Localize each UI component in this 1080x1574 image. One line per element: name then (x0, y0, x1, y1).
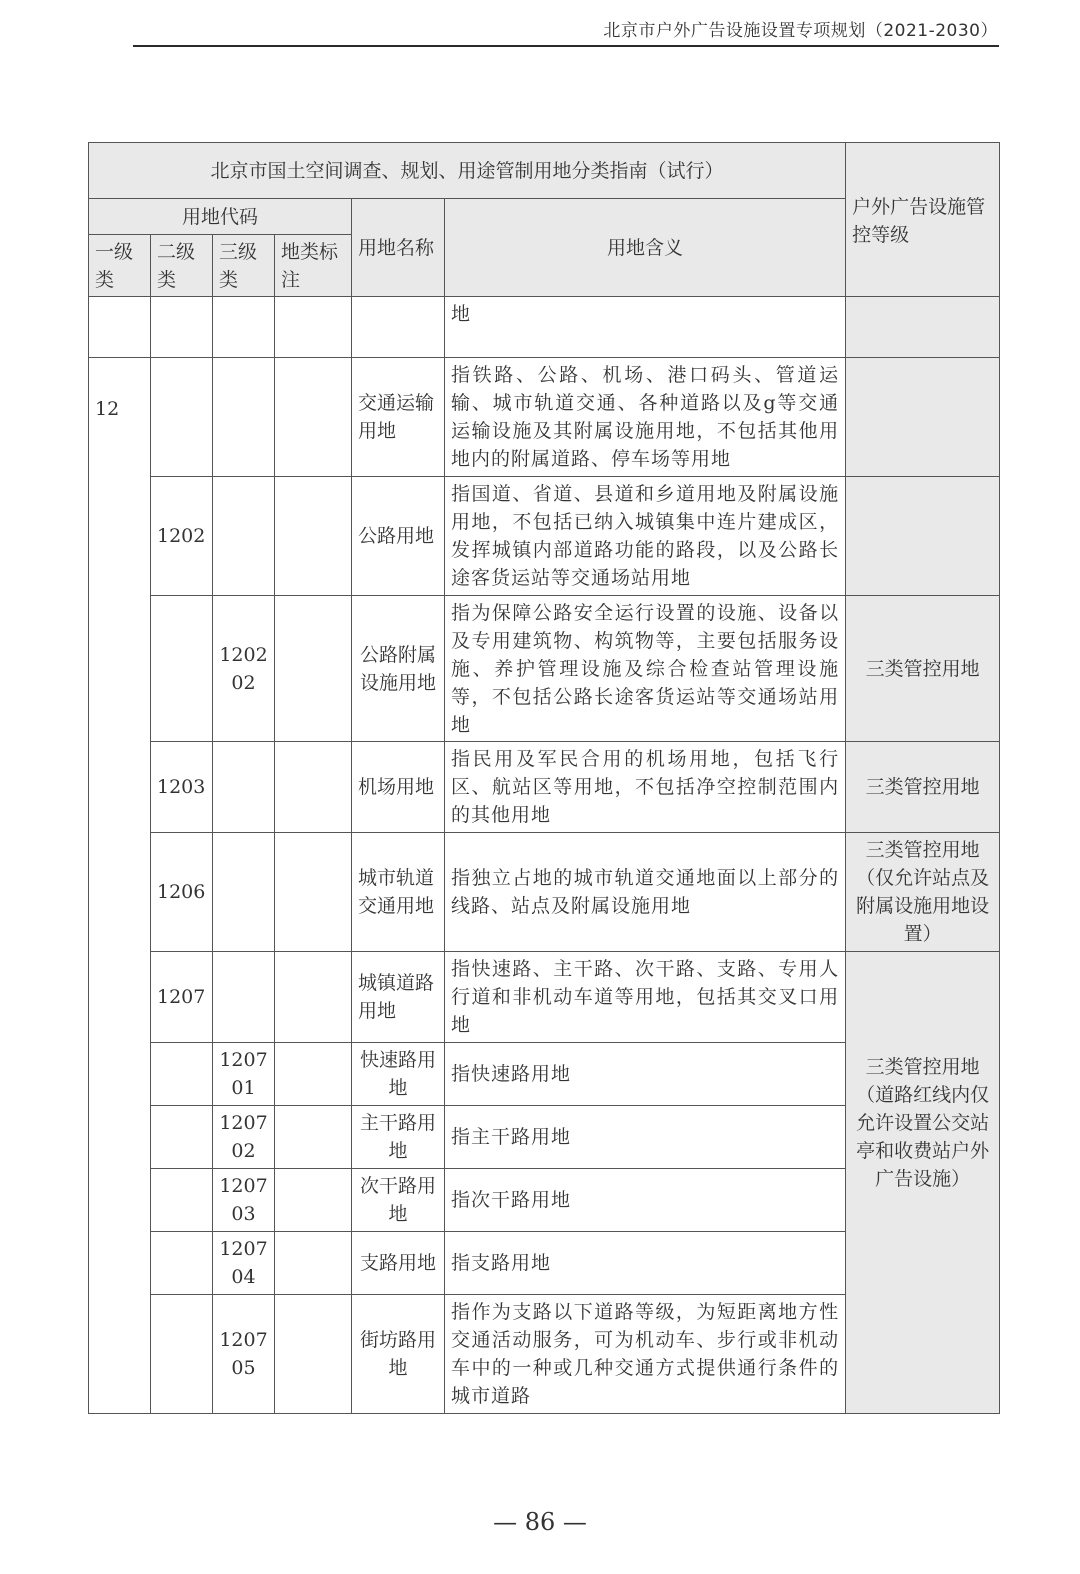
header-land-name: 用地名称 (352, 199, 445, 297)
level3-code (213, 742, 275, 833)
level2-code (151, 1295, 213, 1414)
header-land-meaning: 用地含义 (445, 199, 846, 297)
carry-over-row (89, 297, 1000, 358)
land-note (275, 596, 352, 742)
land-name: 主干路用地 (352, 1106, 445, 1169)
land-name: 公路用地 (352, 477, 445, 596)
land-note (275, 742, 352, 833)
level3-code: 120202 (213, 596, 275, 742)
control-level (846, 477, 1000, 596)
level3-code: 120702 (213, 1106, 275, 1169)
table-row (89, 358, 1000, 477)
page-number: — 86 — (493, 1508, 587, 1536)
land-meaning: 指次干路用地 (445, 1169, 846, 1232)
land-meaning: 指支路用地 (445, 1232, 846, 1295)
level3-code (213, 833, 275, 952)
running-header: 北京市户外广告设施设置专项规划（2021-2030） (603, 21, 998, 41)
level2-code (151, 1043, 213, 1106)
land-note (275, 358, 352, 477)
level3-code: 120701 (213, 1043, 275, 1106)
level2-code (151, 358, 213, 477)
level2-code (151, 1106, 213, 1169)
level2-code (151, 1169, 213, 1232)
header-level1: 一级类 (89, 235, 151, 297)
land-name: 街坊路用地 (352, 1295, 445, 1414)
header-control-level: 户外广告设施管控等级 (846, 143, 1000, 297)
land-note (275, 1106, 352, 1169)
carry-over-meaning: 地 (445, 297, 846, 358)
level2-code: 1207 (151, 952, 213, 1043)
table-title: 北京市国土空间调查、规划、用途管制用地分类指南（试行） (89, 143, 846, 199)
table-title-row (89, 143, 1000, 199)
land-name: 公路附属设施用地 (352, 596, 445, 742)
land-meaning: 指独立占地的城市轨道交通地面以上部分的线路、站点及附属设施用地 (445, 833, 846, 952)
land-note (275, 1169, 352, 1232)
level3-code: 120703 (213, 1169, 275, 1232)
control-level: 三类管控用地（道路红线内仅允许设置公交站亭和收费站户外广告设施） (846, 952, 1000, 1414)
land-name: 机场用地 (352, 742, 445, 833)
level1-code: 12 (89, 358, 151, 1414)
land-name: 次干路用地 (352, 1169, 445, 1232)
level3-code (213, 358, 275, 477)
land-meaning: 指民用及军民合用的机场用地，包括飞行区、航站区等用地，不包括净空控制范围内的其他用地 (445, 742, 846, 833)
table-row (89, 742, 1000, 833)
land-meaning: 指主干路用地 (445, 1106, 846, 1169)
land-meaning: 指快速路用地 (445, 1043, 846, 1106)
header-rule (133, 45, 999, 47)
level2-code: 1206 (151, 833, 213, 952)
land-meaning: 指国道、省道、县道和乡道用地及附属设施用地，不包括已纳入城镇集中连片建成区，发挥城镇内部道路功能的路段，以及公路长途客货运站等交通场站用地 (445, 477, 846, 596)
header-land-code: 用地代码 (89, 199, 352, 235)
level3-code (213, 952, 275, 1043)
land-name: 城市轨道交通用地 (352, 833, 445, 952)
land-meaning: 指为保障公路安全运行设置的设施、设备以及专用建筑物、构筑物等，主要包括服务设施、养护管理设施及综合检查站管理设施等，不包括公路长途客货运站等交通场站用地 (445, 596, 846, 742)
level2-code (151, 1232, 213, 1295)
control-level (846, 358, 1000, 477)
land-name: 城镇道路用地 (352, 952, 445, 1043)
level3-code (213, 477, 275, 596)
land-meaning: 指快速路、主干路、次干路、支路、专用人行道和非机动车道等用地，包括其交叉口用地 (445, 952, 846, 1043)
table-row (89, 833, 1000, 952)
land-use-table (88, 142, 1000, 1414)
land-note (275, 952, 352, 1043)
land-note (275, 1295, 352, 1414)
level2-code: 1203 (151, 742, 213, 833)
land-note (275, 833, 352, 952)
level2-code (151, 596, 213, 742)
control-level: 三类管控用地（仅允许站点及附属设施用地设置） (846, 833, 1000, 952)
land-note (275, 1043, 352, 1106)
header-note: 地类标注 (275, 235, 352, 297)
level3-code: 120705 (213, 1295, 275, 1414)
land-name: 快速路用地 (352, 1043, 445, 1106)
land-meaning: 指铁路、公路、机场、港口码头、管道运输、城市轨道交通、各种道路以及g等交通运输设施及其附属设施用地，不包括其他用地内的附属道路、停车场等用地 (445, 358, 846, 477)
land-name: 支路用地 (352, 1232, 445, 1295)
level2-code: 1202 (151, 477, 213, 596)
land-name: 交通运输用地 (352, 358, 445, 477)
land-note (275, 1232, 352, 1295)
table-row (89, 952, 1000, 1043)
control-level: 三类管控用地 (846, 742, 1000, 833)
land-meaning: 指作为支路以下道路等级，为短距离地方性交通活动服务，可为机动车、步行或非机动车中的一种或几种交通方式提供通行条件的城市道路 (445, 1295, 846, 1414)
header-level2: 二级类 (151, 235, 213, 297)
table-row (89, 596, 1000, 742)
table-row (89, 477, 1000, 596)
control-level: 三类管控用地 (846, 596, 1000, 742)
land-note (275, 477, 352, 596)
header-level3: 三级类 (213, 235, 275, 297)
level3-code: 120704 (213, 1232, 275, 1295)
